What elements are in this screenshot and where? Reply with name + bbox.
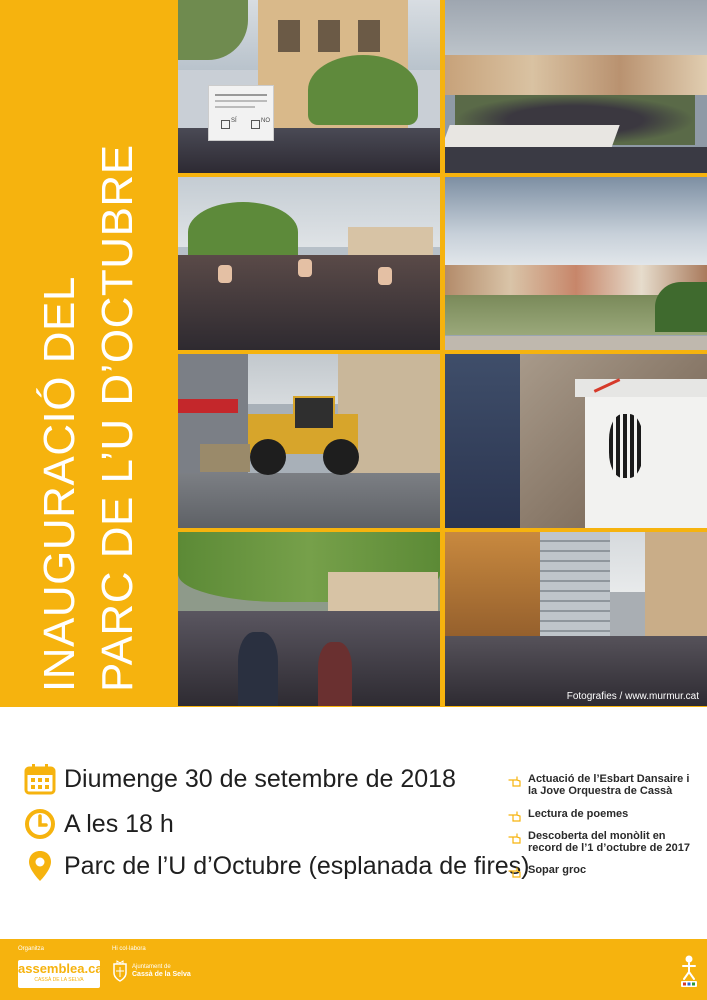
ajuntament-logo — [112, 960, 191, 982]
organitza-label: Organitza — [18, 946, 45, 952]
festival-mascot-logo — [678, 954, 700, 988]
title-line-2: PARC DE L’U D’OCTUBRE — [93, 144, 142, 692]
ballot-yes: SÍ — [231, 118, 237, 124]
footer — [0, 939, 707, 1000]
photo-modern-building — [445, 532, 707, 706]
calendar-icon — [24, 763, 56, 795]
pointing-hand-icon — [508, 809, 524, 823]
photo-street-crowd — [178, 532, 440, 706]
ajuntament-line-2: Cassà de la Selva — [132, 970, 191, 978]
program-item — [508, 773, 698, 797]
photo-ballot-box — [445, 354, 707, 528]
ballot-card — [208, 85, 274, 141]
event-place: Parc de l’U d’Octubre (esplanada de fires) — [64, 851, 530, 880]
program-item — [508, 864, 698, 879]
assemblea-logo — [18, 960, 107, 988]
program-item — [508, 808, 698, 823]
photo-aerial-plaza — [445, 0, 707, 173]
program-item-text: Sopar groc — [528, 864, 587, 876]
program-item — [508, 830, 698, 854]
pointing-hand-icon — [508, 865, 524, 879]
photo-grid — [178, 0, 707, 707]
assemblea-name: assemblea.cat — [18, 961, 107, 976]
clock-icon — [24, 808, 56, 840]
program-item-text: Actuació de l’Esbart Dansaire i la Jove Orquestra de Cassà — [528, 773, 690, 797]
photo-credit: Fotografies / www.murmur.cat — [566, 691, 699, 702]
coat-of-arms-icon — [112, 960, 128, 982]
pointing-hand-icon — [508, 831, 524, 845]
event-time-row — [24, 808, 174, 840]
title-band — [0, 0, 178, 707]
event-time: A les 18 h — [64, 809, 174, 838]
photo-townhall-ballot — [178, 0, 440, 173]
title-line-1: INAUGURACIÓ DEL — [35, 276, 84, 692]
pointing-hand-icon — [508, 774, 524, 788]
event-date: Diumenge 30 de setembre de 2018 — [64, 764, 456, 793]
ballot-no: NO — [261, 118, 270, 124]
photo-crowd-hands — [178, 177, 440, 350]
location-pin-icon — [24, 850, 56, 882]
event-date-row — [24, 763, 456, 795]
event-info — [0, 707, 707, 939]
event-place-row — [24, 850, 530, 882]
assemblea-sub: CASSÀ DE LA SELVA — [34, 977, 84, 983]
collabora-label: Hi col·labora — [112, 946, 146, 952]
program-item-text: Lectura de poemes — [528, 808, 629, 820]
ajuntament-line-1: Ajuntament de — [132, 963, 171, 970]
photo-bulldozer — [178, 354, 440, 528]
program-item-text: Descoberta del monòlit en record de l’1 d’octubre de 2017 — [528, 830, 691, 854]
poster-title — [31, 30, 147, 707]
photo-park-overview — [445, 177, 707, 350]
